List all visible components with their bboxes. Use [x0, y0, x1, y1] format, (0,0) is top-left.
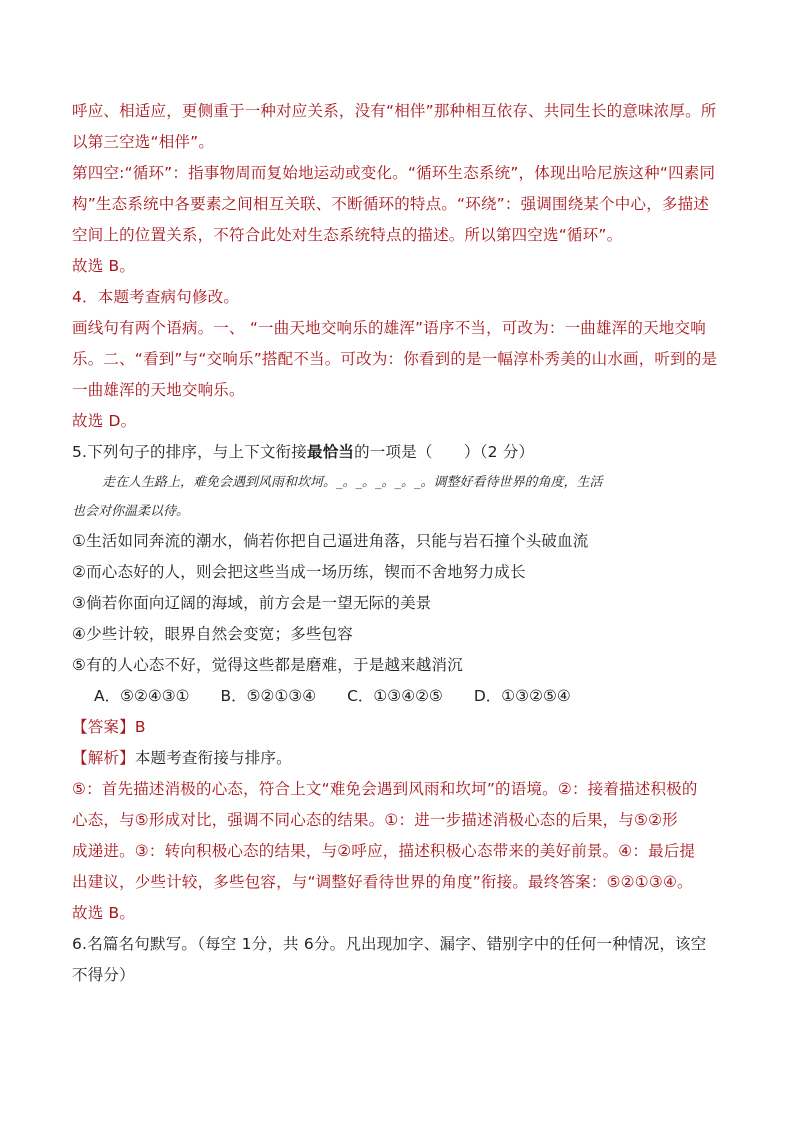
text-line: 以第三空选“相伴”。: [72, 133, 215, 151]
analysis-line: 心态，与⑤形成对比，强调不同心态的结果。①：进一步描述消极心态的后果，与⑤②形: [72, 811, 678, 829]
option-d: D．①③②⑤④: [473, 687, 571, 705]
question-title: 4．本题考查病句修改。: [72, 288, 240, 306]
answer-line: 故选 B。: [72, 257, 136, 275]
text-line: 呼应、相适应，更侧重于一种对应关系，没有“相伴”那种相互依存、共同生长的意味浓厚。所: [72, 102, 717, 120]
answer-value: B: [134, 718, 146, 736]
question-stem: 不得分）: [72, 966, 135, 984]
answer-label: 【答案】: [72, 718, 135, 736]
sentence-item: ④少些计较，眼界自然会变宽；多些包容: [72, 625, 353, 643]
analysis-line: 出建议，少些计较，多些包容，与“调整好看待世界的角度”衔接。最终答案：⑤②①③④。: [72, 873, 693, 891]
sentence-item: ①生活如同奔流的潮水，倘若你把自己逼进角落，只能与岩石撞个头破血流: [72, 532, 589, 550]
options-row: [72, 681, 732, 712]
q3-explanation: [72, 96, 732, 282]
text-line: 空间上的位置关系，不符合此处对生态系统特点的描述。所以第四空选“循环”。: [72, 226, 623, 244]
question-stem: [72, 437, 732, 468]
q5-question: [72, 437, 732, 929]
sentence-item: ③倘若你面向辽阔的海域，前方会是一望无际的美景: [72, 594, 432, 612]
text-line: 构”生态系统中各要素之间相互关联、不断循环的特点。“环绕”：强调围绕某个中心，多描述: [72, 195, 709, 213]
passage-line: 也会对你温柔以待。: [72, 504, 190, 519]
q6-question: [72, 929, 732, 991]
q4-explanation: [72, 282, 732, 437]
passage-line: 走在人生路上，难免会遇到风雨和坎坷。_。_。_。_。_。调整好看待世界的角度，生活: [102, 475, 603, 490]
option-a: A．⑤②④③①: [94, 687, 190, 705]
sentence-item: ⑤有的人心态不好，觉得这些都是磨难，于是越来越消沉: [72, 656, 463, 674]
analysis-line: 成递进。③：转向积极心态的结果，与②呼应，描述积极心态带来的美好前景。④：最后提: [72, 842, 696, 860]
text-line: 乐。二、“看到”与“交响乐”搭配不当。可改为：你看到的是一幅淳朴秀美的山水画，听到的是: [72, 350, 718, 368]
analysis-line: ⑤：首先描述消极的心态，符合上文“难免会遇到风雨和坎坷”的语境。②：接着描述积极的: [72, 780, 698, 798]
stem-before: 5.下列句子的排序，与上下文衔接: [72, 443, 307, 461]
option-b: B．⑤②①③④: [220, 687, 317, 705]
option-c: C．①③④②⑤: [347, 687, 443, 705]
document-page: [72, 96, 732, 991]
analysis-heading: [72, 743, 732, 774]
text-line: 画线句有两个语病。一、 “一曲天地交响乐的雄浑”语序不当，可改为：一曲雄浑的天地交响: [72, 319, 706, 337]
sentence-item: ②而心态好的人，则会把这些当成一场历练，锲而不舍地努力成长: [72, 563, 526, 581]
analysis-title: 本题考查衔接与排序。: [134, 749, 292, 767]
analysis-label: 【解析】: [72, 749, 135, 767]
text-line: 一曲雄浑的天地交响乐。: [72, 381, 245, 399]
answer-line: 故选 B。: [72, 904, 136, 922]
stem-after: 的一项是（ ）（2 分）: [354, 443, 535, 461]
text-line: 第四空:“循环”：指事物周而复始地运动或变化。“循环生态系统”，体现出哈尼族这种“四素同: [72, 164, 716, 182]
answer-line: [72, 712, 732, 743]
stem-bold: 最恰当: [307, 443, 355, 461]
question-stem: 6.名篇名句默写。（每空 1分，共 6分。凡出现加字、漏字、错别字中的任何一种情况，该空: [72, 935, 707, 953]
answer-line: 故选 D。: [72, 412, 137, 430]
